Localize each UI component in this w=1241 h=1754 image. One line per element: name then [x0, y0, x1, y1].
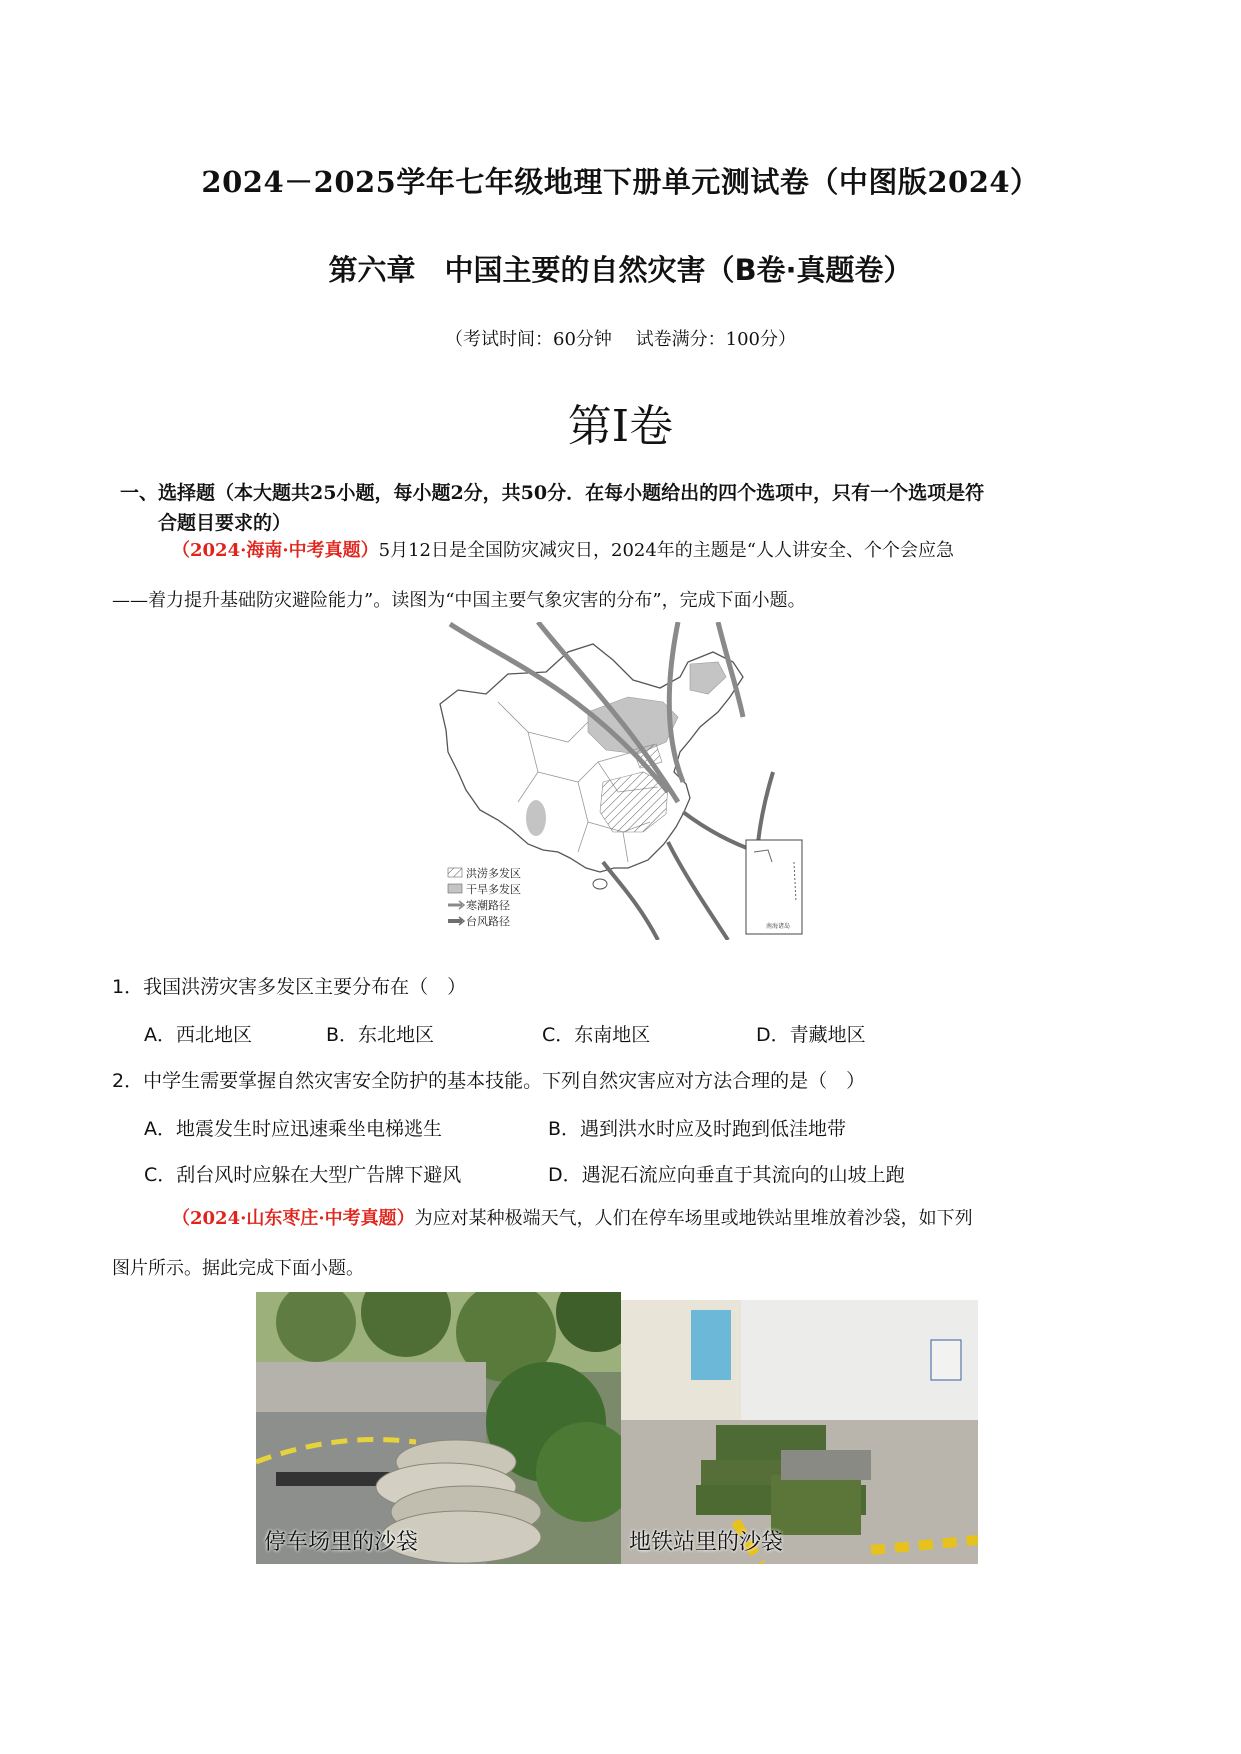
question-1-option-c[interactable]: C．东南地区 [542, 1024, 651, 1046]
volume-heading: 第Ⅰ卷 [567, 401, 674, 452]
drought-zone-southwest [526, 800, 546, 836]
china-map-figure [428, 622, 810, 940]
section-heading-line2: 合题目要求的） [158, 512, 292, 534]
passage2-line1 [172, 1206, 1162, 1232]
disaster-map [428, 622, 810, 940]
passage1-text1: 5月12日是全国防灾减灾日，2024年的主题是“人人讲安全、个个会应急 [378, 540, 955, 561]
legend-drought-swatch [448, 884, 462, 893]
passage2-source: （2024·山东枣庄·中考真题） [172, 1208, 415, 1229]
subway-station-photo [621, 1300, 978, 1564]
passage2-text1: 为应对某种极端天气，人们在停车场里或地铁站里堆放着沙袋，如下列 [414, 1208, 973, 1229]
question-1-option-a[interactable]: A．西北地区 [144, 1024, 252, 1046]
exam-time-info: （考试时间：60分钟 试卷满分：100分） [445, 329, 796, 350]
question-2-stem: 2．中学生需要掌握自然灾害安全防护的基本技能。下列自然灾害应对方法合理的是（ ） [112, 1070, 866, 1092]
map-legend [448, 866, 521, 928]
subway-station-caption: 地铁站里的沙袋 [629, 1530, 784, 1555]
question-2-option-d[interactable]: D．遇泥石流应向垂直于其流向的山坡上跑 [548, 1164, 905, 1186]
question-2-option-a[interactable]: A．地震发生时应迅速乘坐电梯逃生 [144, 1118, 442, 1140]
question-2-option-b[interactable]: B．遇到洪水时应及时跑到低洼地带 [548, 1118, 847, 1140]
legend-flood-swatch [448, 868, 462, 877]
question-1-option-b[interactable]: B．东北地区 [326, 1024, 435, 1046]
legend-drought: 干旱多发区 [466, 883, 521, 896]
chapter-subtitle: 第六章 中国主要的自然灾害（B卷·真题卷） [328, 253, 913, 287]
south-china-sea-inset [746, 840, 802, 934]
legend-flood: 洪涝多发区 [466, 867, 521, 880]
typhoon-path-1 [603, 862, 658, 940]
question-2-option-c[interactable]: C．刮台风时应躲在大型广告牌下避风 [144, 1164, 462, 1186]
question-1-stem: 1．我国洪涝灾害多发区主要分布在（ ） [112, 976, 467, 998]
inset-label: 南海诸岛 [766, 923, 791, 930]
section-heading [120, 478, 1140, 538]
passage2-line2: 图片所示。据此完成下面小题。 [112, 1258, 364, 1279]
legend-typhoon: 台风路径 [466, 915, 510, 928]
parking-lot-caption: 停车场里的沙袋 [264, 1530, 419, 1555]
question-1-option-d[interactable]: D．青藏地区 [756, 1024, 866, 1046]
section-heading-line1: 一、选择题（本大题共25小题，每小题2分，共50分．在每小题给出的四个选项中，只有一个选项是符 [120, 482, 985, 504]
hainan-island [593, 879, 607, 889]
passage1-line1 [172, 538, 1162, 564]
legend-coldwave: 寒潮路径 [466, 899, 510, 912]
typhoon-path-2 [668, 842, 728, 940]
document-title: 2024－2025学年七年级地理下册单元测试卷（中图版2024） [201, 165, 1040, 199]
passage1-line2: ——着力提升基础防灾避险能力”。读图为“中国主要气象灾害的分布”，完成下面小题。 [112, 590, 806, 611]
passage1-source: （2024·海南·中考真题） [172, 540, 379, 561]
parking-lot-photo-illustration [256, 1292, 621, 1564]
parking-lot-photo [256, 1292, 621, 1564]
